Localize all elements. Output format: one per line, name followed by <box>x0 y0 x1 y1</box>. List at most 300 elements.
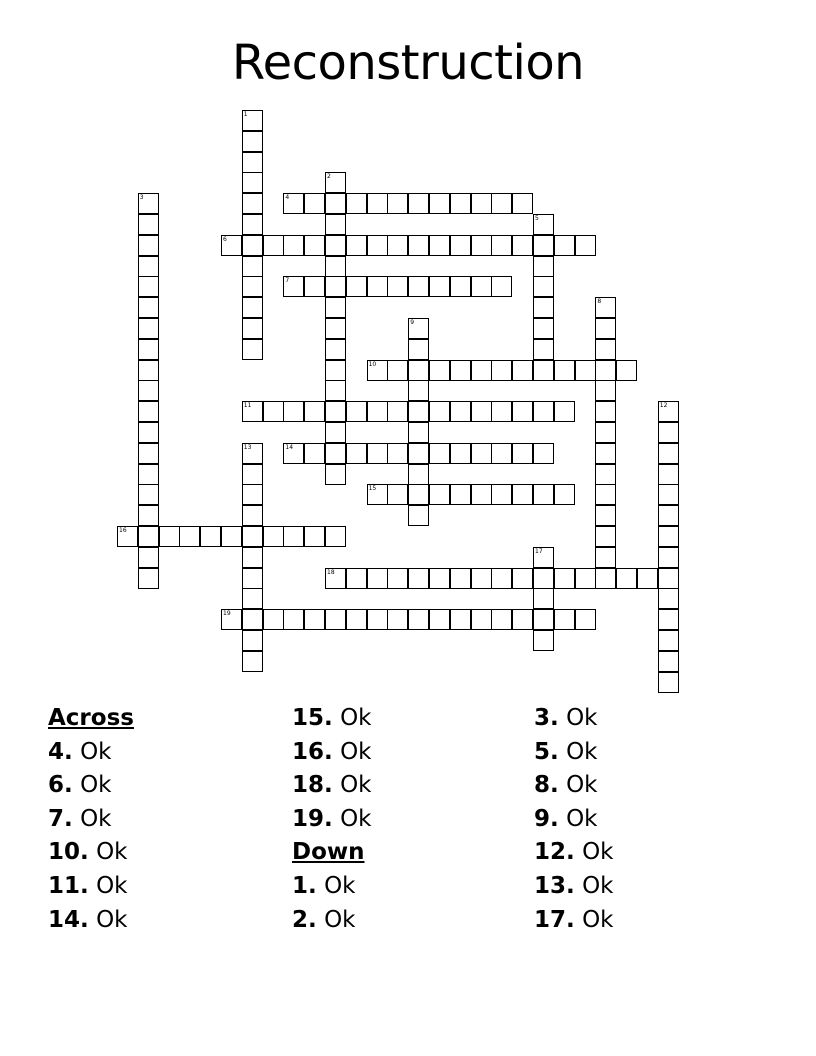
clue-number: 15. <box>292 705 333 731</box>
crossword-cell[interactable] <box>512 235 533 256</box>
crossword-cell[interactable] <box>346 276 367 297</box>
clue-number-label: 11 <box>243 402 252 410</box>
crossword-cell[interactable] <box>242 526 263 547</box>
crossword-cell[interactable] <box>512 193 533 214</box>
crossword-cell[interactable] <box>159 526 180 547</box>
clue-number: 5. <box>534 738 559 765</box>
crossword-cell[interactable] <box>491 484 512 505</box>
crossword-cell[interactable] <box>533 339 554 360</box>
crossword-cell[interactable] <box>304 401 325 422</box>
crossword-cell[interactable] <box>283 276 304 297</box>
crossword-cell[interactable] <box>387 568 408 589</box>
crossword-cell[interactable] <box>138 318 159 339</box>
crossword-cell[interactable] <box>491 193 512 214</box>
crossword-cell[interactable] <box>346 609 367 630</box>
crossword-cell[interactable] <box>658 401 679 422</box>
crossword-cell[interactable] <box>491 235 512 256</box>
crossword-cell[interactable] <box>471 568 492 589</box>
crossword-cell[interactable] <box>554 360 575 381</box>
crossword-cell[interactable] <box>408 360 429 381</box>
crossword-cell[interactable] <box>533 256 554 277</box>
crossword-cell[interactable] <box>304 526 325 547</box>
crossword-cell[interactable] <box>450 484 471 505</box>
clue-number: 18. <box>292 772 333 799</box>
clue-item <box>48 836 134 870</box>
clue-text: Ok <box>340 738 372 765</box>
crossword-cell[interactable] <box>429 193 450 214</box>
clue-item <box>534 870 614 904</box>
crossword-cell[interactable] <box>408 235 429 256</box>
crossword-cell[interactable] <box>325 172 346 193</box>
crossword-cell[interactable] <box>408 193 429 214</box>
crossword-cell[interactable] <box>533 235 554 256</box>
crossword-cell[interactable] <box>242 464 263 485</box>
clue-column-right <box>534 702 614 937</box>
clue-text: Ok <box>566 705 598 731</box>
crossword-cell[interactable] <box>429 609 450 630</box>
crossword-cell[interactable] <box>450 568 471 589</box>
crossword-cell[interactable] <box>138 526 159 547</box>
crossword-cell[interactable] <box>242 401 263 422</box>
crossword-cell[interactable] <box>512 360 533 381</box>
clue-number-label: 1 <box>243 111 248 118</box>
clue-text: Ok <box>566 738 598 765</box>
crossword-cell[interactable] <box>491 568 512 589</box>
crossword-cell[interactable] <box>408 401 429 422</box>
crossword-cell[interactable] <box>138 256 159 277</box>
crossword-cell[interactable] <box>595 339 616 360</box>
clue-number-label: 13 <box>243 443 252 451</box>
clue-number: 2. <box>292 906 317 933</box>
clue-item <box>534 702 614 736</box>
crossword-cell[interactable] <box>595 422 616 443</box>
clue-number: 4. <box>48 738 73 765</box>
crossword-cell[interactable] <box>325 360 346 381</box>
crossword-cell[interactable] <box>263 401 284 422</box>
crossword-cell[interactable] <box>512 568 533 589</box>
crossword-cell[interactable] <box>429 360 450 381</box>
crossword-cell[interactable] <box>637 568 658 589</box>
crossword-cell[interactable] <box>242 256 263 277</box>
crossword-cell[interactable] <box>138 484 159 505</box>
crossword-cell[interactable] <box>325 526 346 547</box>
crossword-cell[interactable] <box>263 609 284 630</box>
clue-item <box>48 803 134 837</box>
across-heading: Across <box>48 705 134 731</box>
clue-text: Ok <box>566 805 598 832</box>
crossword-cell[interactable] <box>595 505 616 526</box>
crossword-cell[interactable] <box>471 276 492 297</box>
clue-item <box>48 736 134 770</box>
crossword-cell[interactable] <box>346 235 367 256</box>
crossword-cell[interactable] <box>512 401 533 422</box>
crossword-cell[interactable] <box>471 609 492 630</box>
crossword-cell[interactable] <box>138 464 159 485</box>
crossword-cell[interactable] <box>387 443 408 464</box>
crossword-cell[interactable] <box>533 630 554 651</box>
crossword-cell[interactable] <box>283 526 304 547</box>
crossword-cell[interactable] <box>242 630 263 651</box>
crossword-cell[interactable] <box>533 443 554 464</box>
crossword-cell[interactable] <box>138 422 159 443</box>
clue-text: Ok <box>80 738 112 765</box>
crossword-cell[interactable] <box>595 484 616 505</box>
clue-item <box>534 803 614 837</box>
crossword-cell[interactable] <box>325 380 346 401</box>
crossword-cell[interactable] <box>450 609 471 630</box>
crossword-cell[interactable] <box>429 401 450 422</box>
crossword-cell[interactable] <box>138 443 159 464</box>
crossword-cell[interactable] <box>595 526 616 547</box>
crossword-cell[interactable] <box>242 297 263 318</box>
crossword-cell[interactable] <box>325 464 346 485</box>
crossword-cell[interactable] <box>367 276 388 297</box>
crossword-cell[interactable] <box>304 235 325 256</box>
clue-number-label: 14 <box>285 443 294 451</box>
crossword-cell[interactable] <box>367 360 388 381</box>
crossword-cell[interactable] <box>138 297 159 318</box>
crossword-cell[interactable] <box>595 380 616 401</box>
crossword-cell[interactable] <box>408 609 429 630</box>
clue-number: 12. <box>534 839 575 866</box>
crossword-cell[interactable] <box>325 297 346 318</box>
crossword-cell[interactable] <box>450 360 471 381</box>
crossword-cell[interactable] <box>491 609 512 630</box>
crossword-cell[interactable] <box>221 235 242 256</box>
crossword-cell[interactable] <box>387 276 408 297</box>
crossword-cell[interactable] <box>304 276 325 297</box>
crossword-cell[interactable] <box>616 360 637 381</box>
crossword-cell[interactable] <box>200 526 221 547</box>
crossword-cell[interactable] <box>325 401 346 422</box>
crossword-cell[interactable] <box>554 401 575 422</box>
clue-text: Ok <box>324 872 356 899</box>
crossword-cell[interactable] <box>658 484 679 505</box>
crossword-cell[interactable] <box>138 380 159 401</box>
crossword-cell[interactable] <box>242 318 263 339</box>
crossword-cell[interactable] <box>533 214 554 235</box>
crossword-cell[interactable] <box>283 193 304 214</box>
clue-number: 9. <box>534 805 559 832</box>
crossword-cell[interactable] <box>429 484 450 505</box>
clue-item <box>534 904 614 938</box>
crossword-cell[interactable] <box>408 464 429 485</box>
crossword-cell[interactable] <box>138 339 159 360</box>
crossword-cell[interactable] <box>512 443 533 464</box>
crossword-cell[interactable] <box>221 526 242 547</box>
crossword-cell[interactable] <box>658 609 679 630</box>
clue-text: Ok <box>566 772 598 799</box>
clue-text: Ok <box>80 772 112 799</box>
crossword-cell[interactable] <box>346 568 367 589</box>
crossword-cell[interactable] <box>325 235 346 256</box>
crossword-cell[interactable] <box>450 235 471 256</box>
crossword-cell[interactable] <box>263 235 284 256</box>
crossword-cell[interactable] <box>346 193 367 214</box>
crossword-cell[interactable] <box>242 193 263 214</box>
crossword-cell[interactable] <box>450 276 471 297</box>
crossword-cell[interactable] <box>283 443 304 464</box>
crossword-cell[interactable] <box>658 443 679 464</box>
crossword-cell[interactable] <box>138 235 159 256</box>
crossword-cell[interactable] <box>658 422 679 443</box>
crossword-cell[interactable] <box>575 609 596 630</box>
crossword-cell[interactable] <box>533 401 554 422</box>
crossword-cell[interactable] <box>138 505 159 526</box>
clue-number: 17. <box>534 906 575 933</box>
crossword-cell[interactable] <box>429 568 450 589</box>
crossword-cell[interactable] <box>512 484 533 505</box>
clue-number-label: 8 <box>597 298 602 306</box>
crossword-cell[interactable] <box>242 214 263 235</box>
crossword-cell[interactable] <box>595 401 616 422</box>
clue-column-left <box>48 702 134 937</box>
crossword-cell[interactable] <box>387 360 408 381</box>
crossword-cell[interactable] <box>595 443 616 464</box>
clue-item <box>292 769 372 803</box>
crossword-cell[interactable] <box>283 401 304 422</box>
clue-item <box>292 736 372 770</box>
clue-text: Ok <box>96 872 128 899</box>
crossword-cell[interactable] <box>346 401 367 422</box>
crossword-cell[interactable] <box>658 651 679 672</box>
crossword-cell[interactable] <box>138 360 159 381</box>
clue-text: Ok <box>582 839 614 866</box>
page-title: Reconstruction <box>231 35 585 91</box>
clue-item <box>292 803 372 837</box>
crossword-cell[interactable] <box>658 568 679 589</box>
crossword-cell[interactable] <box>429 235 450 256</box>
clue-text: Ok <box>96 839 128 866</box>
crossword-cell[interactable] <box>575 360 596 381</box>
crossword-cell[interactable] <box>595 297 616 318</box>
down-heading: Down <box>292 839 365 866</box>
crossword-cell[interactable] <box>575 235 596 256</box>
clue-number-label: 17 <box>535 547 543 555</box>
crossword-cell[interactable] <box>471 401 492 422</box>
crossword-cell[interactable] <box>325 318 346 339</box>
crossword-cell[interactable] <box>179 526 200 547</box>
clue-text: Ok <box>340 805 372 832</box>
clue-item <box>48 769 134 803</box>
clue-item <box>292 904 372 938</box>
crossword-cell[interactable] <box>408 339 429 360</box>
crossword-cell[interactable] <box>408 318 429 339</box>
clue-item <box>48 870 134 904</box>
crossword-cell[interactable] <box>117 526 138 547</box>
clue-item <box>534 836 614 870</box>
clue-column-middle <box>292 702 372 937</box>
crossword-cell[interactable] <box>283 609 304 630</box>
crossword-cell[interactable] <box>554 568 575 589</box>
crossword-cell[interactable] <box>367 235 388 256</box>
crossword-cell[interactable] <box>533 609 554 630</box>
crossword-cell[interactable] <box>325 276 346 297</box>
crossword-cell[interactable] <box>138 401 159 422</box>
crossword-cell[interactable] <box>408 484 429 505</box>
crossword-cell[interactable] <box>138 193 159 214</box>
clue-number: 13. <box>534 872 575 899</box>
crossword-cell[interactable] <box>491 276 512 297</box>
crossword-cell[interactable] <box>387 235 408 256</box>
crossword-cell[interactable] <box>221 609 242 630</box>
clue-text: Ok <box>340 705 372 731</box>
crossword-cell[interactable] <box>658 464 679 485</box>
clue-number-label: 2 <box>327 173 331 181</box>
clue-number: 7. <box>48 805 73 832</box>
crossword-cell[interactable] <box>554 609 575 630</box>
clue-number: 8. <box>534 772 559 799</box>
crossword-cell[interactable] <box>595 568 616 589</box>
crossword-cell[interactable] <box>242 547 263 568</box>
crossword-cell[interactable] <box>325 256 346 277</box>
crossword-cell[interactable] <box>325 193 346 214</box>
clue-number: 19. <box>292 805 333 832</box>
crossword-cell[interactable] <box>242 568 263 589</box>
crossword-cell[interactable] <box>491 443 512 464</box>
crossword-cell[interactable] <box>575 568 596 589</box>
crossword-cell[interactable] <box>283 235 304 256</box>
clue-number-label: 19 <box>223 610 231 618</box>
crossword-cell[interactable] <box>304 609 325 630</box>
clue-number-label: 18 <box>327 568 335 576</box>
crossword-cell[interactable] <box>554 484 575 505</box>
crossword-cell[interactable] <box>304 193 325 214</box>
crossword-cell[interactable] <box>554 235 575 256</box>
clue-text: Ok <box>582 906 614 933</box>
crossword-cell[interactable] <box>450 443 471 464</box>
clue-number-label: 5 <box>535 215 539 222</box>
crossword-cell[interactable] <box>533 318 554 339</box>
clue-number-label: 4 <box>285 194 290 202</box>
crossword-cell[interactable] <box>242 172 263 193</box>
crossword-cell[interactable] <box>533 360 554 381</box>
crossword-cell[interactable] <box>325 214 346 235</box>
crossword-cell[interactable] <box>491 401 512 422</box>
clue-number: 10. <box>48 839 89 866</box>
crossword-cell[interactable] <box>429 443 450 464</box>
clue-text: Ok <box>80 805 112 832</box>
crossword-cell[interactable] <box>595 464 616 485</box>
crossword-cell[interactable] <box>242 235 263 256</box>
crossword-cell[interactable] <box>242 110 263 131</box>
crossword-cell[interactable] <box>595 547 616 568</box>
crossword-cell[interactable] <box>450 401 471 422</box>
crossword-cell[interactable] <box>658 672 679 693</box>
crossword-cell[interactable] <box>242 484 263 505</box>
crossword-cell[interactable] <box>304 443 325 464</box>
crossword-cell[interactable] <box>242 339 263 360</box>
clue-text: Ok <box>96 906 128 933</box>
crossword-cell[interactable] <box>471 235 492 256</box>
crossword-cell[interactable] <box>471 193 492 214</box>
crossword-cell[interactable] <box>263 526 284 547</box>
crossword-cell[interactable] <box>491 360 512 381</box>
crossword-cell[interactable] <box>595 360 616 381</box>
crossword-cell[interactable] <box>367 193 388 214</box>
crossword-cell[interactable] <box>595 318 616 339</box>
crossword-cell[interactable] <box>408 276 429 297</box>
crossword-cell[interactable] <box>408 505 429 526</box>
crossword-cell[interactable] <box>533 484 554 505</box>
crossword-cell[interactable] <box>367 609 388 630</box>
crossword-cell[interactable] <box>138 214 159 235</box>
crossword-cell[interactable] <box>533 276 554 297</box>
clue-number: 3. <box>534 705 559 731</box>
clue-text: Ok <box>340 772 372 799</box>
crossword-cell[interactable] <box>325 422 346 443</box>
crossword-cell[interactable] <box>367 401 388 422</box>
crossword-cell[interactable] <box>346 443 367 464</box>
clue-number: 1. <box>292 872 317 899</box>
crossword-cell[interactable] <box>242 651 263 672</box>
crossword-cell[interactable] <box>471 484 492 505</box>
crossword-cell[interactable] <box>325 609 346 630</box>
crossword-cell[interactable] <box>325 339 346 360</box>
crossword-cell[interactable] <box>408 380 429 401</box>
clue-number: 11. <box>48 872 89 899</box>
crossword-cell[interactable] <box>533 588 554 609</box>
crossword-cell[interactable] <box>242 609 263 630</box>
crossword-cell[interactable] <box>387 401 408 422</box>
clue-text: Ok <box>582 872 614 899</box>
clue-number-label: 10 <box>368 360 377 368</box>
crossword-cell[interactable] <box>658 588 679 609</box>
crossword-cell[interactable] <box>325 443 346 464</box>
crossword-cell[interactable] <box>471 360 492 381</box>
crossword-cell[interactable] <box>408 443 429 464</box>
crossword-cell[interactable] <box>658 505 679 526</box>
crossword-cell[interactable] <box>512 609 533 630</box>
crossword-cell[interactable] <box>242 131 263 152</box>
crossword-cell[interactable] <box>408 568 429 589</box>
crossword-cell[interactable] <box>138 547 159 568</box>
crossword-cell[interactable] <box>471 443 492 464</box>
clue-number-label: 12 <box>659 402 668 410</box>
crossword-cell[interactable] <box>242 152 263 173</box>
crossword-cell[interactable] <box>533 547 554 568</box>
crossword-cell[interactable] <box>616 568 637 589</box>
clue-number-label: 15 <box>368 485 377 493</box>
clue-number-label: 3 <box>139 194 144 202</box>
crossword-cell[interactable] <box>658 547 679 568</box>
crossword-cell[interactable] <box>658 630 679 651</box>
crossword-cell[interactable] <box>242 588 263 609</box>
crossword-cell[interactable] <box>387 609 408 630</box>
crossword-cell[interactable] <box>325 568 346 589</box>
crossword-cell[interactable] <box>408 422 429 443</box>
clue-number: 6. <box>48 772 73 799</box>
crossword-cell[interactable] <box>242 276 263 297</box>
crossword-cell[interactable] <box>242 505 263 526</box>
crossword-cell[interactable] <box>138 568 159 589</box>
clue-number-label: 9 <box>410 319 415 326</box>
crossword-cell[interactable] <box>533 297 554 318</box>
crossword-cell[interactable] <box>658 526 679 547</box>
crossword-cell[interactable] <box>450 193 471 214</box>
crossword-cell[interactable] <box>138 276 159 297</box>
clue-number: 16. <box>292 738 333 765</box>
clue-item <box>534 769 614 803</box>
crossword-cell[interactable] <box>429 276 450 297</box>
crossword-cell[interactable] <box>367 484 388 505</box>
crossword-cell[interactable] <box>387 193 408 214</box>
crossword-cell[interactable] <box>387 484 408 505</box>
crossword-cell[interactable] <box>533 568 554 589</box>
crossword-cell[interactable] <box>367 568 388 589</box>
crossword-cell[interactable] <box>367 443 388 464</box>
crossword-cell[interactable] <box>242 443 263 464</box>
